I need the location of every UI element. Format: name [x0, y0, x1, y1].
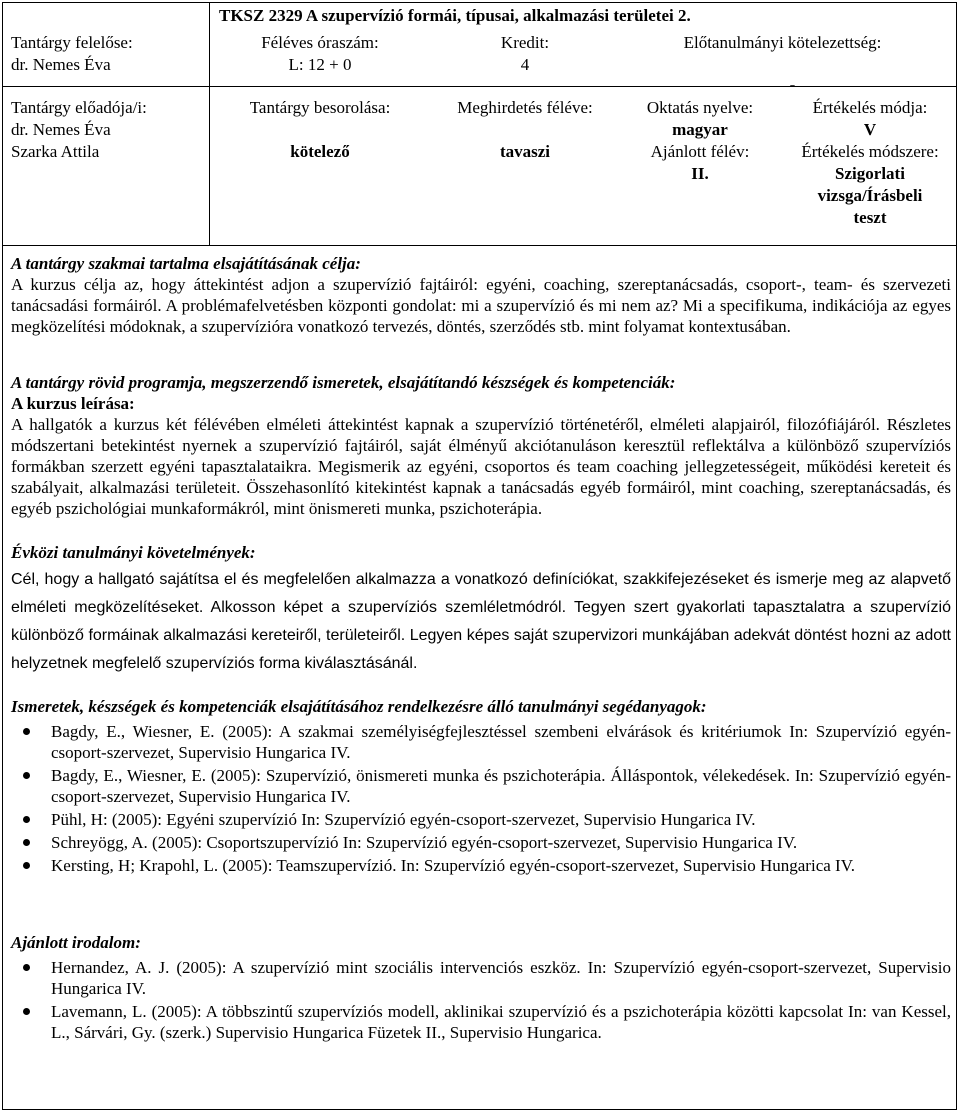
evaluation-value: V: [863, 120, 877, 139]
bullet-icon: [23, 862, 30, 869]
lecturer-name-1: dr. Nemes Éva: [11, 120, 111, 139]
language-value: magyar: [672, 120, 728, 139]
recommended-item: Hernandez, A. J. (2005): A szupervízió mint szociális intervenciós eszköz. In: Szupervízió egyén-csoport-szervezet, Supervisio Hungarica IV.: [11, 957, 951, 999]
materials-item: Bagdy, E., Wiesner, E. (2005): Szupervízió, önismereti munka és pszichoterápia. Álláspontok, vélekedések. In: Szupervízió egyén-csoport-szervezet, Supervisio Hungarica IV.: [11, 765, 951, 807]
credit-value: 4: [520, 55, 530, 74]
lecturer-label: Tantárgy előadója/i:: [11, 98, 147, 117]
materials-item: Schreyögg, A. (2005): Csoportszupervízió In: Szupervízió egyén-csoport-szervezet, Supervisio Hungarica IV.: [11, 832, 951, 853]
recommended-item: Lavemann, L. (2005): A többszintű szupervíziós modell, aklinikai szupervízió és a pszichoterápia közötti kapcsolat In: van Kessel, L., Sárvári, Gy. (szerk.) Supervisio Hungarica Füzetek II., Supervisio Hungarica.: [11, 1001, 951, 1043]
recommended-heading: Ajánlott irodalom:: [11, 933, 141, 952]
lecturer-name-2: Szarka Attila: [11, 142, 100, 161]
requirements-heading: Évközi tanulmányi követelmények:: [11, 543, 256, 562]
language-label: Oktatás nyelve:: [646, 98, 754, 117]
materials-section: [11, 696, 951, 878]
hours-value: L: 12 + 0: [288, 55, 352, 74]
evaluation-method-value-1: Szigorlati: [835, 164, 905, 183]
bullet-icon: [23, 728, 30, 735]
evaluation-method-value-3: teszt: [853, 208, 887, 227]
materials-heading: Ismeretek, készségek és kompetenciák elsajátításához rendelkezésre álló tanulmányi segédanyagok:: [11, 697, 707, 716]
recommended-semester-value: II.: [691, 164, 709, 183]
evaluation-method-label: Értékelés módszere:: [801, 142, 939, 161]
recommended-list: [11, 957, 951, 1043]
requirements-text: Cél, hogy a hallgató sajátítsa el és megfelelően alkalmazza a vonatkozó definíciókat, szakkifejezéseket és ismerje meg az alapvető elméleti megközelítéseket. Alkosson képet a szupervíziós szemléletmódról. Tegyen szert gyakorlati tapasztalatra a szupervízió különböző formáinak alkalmazási kereteiről, területeiről. Legyen képes saját szupervizori munkájában adekvát döntést hozni az adott helyzetnek megfelelő szupervíziós forma kiválasztásánál.: [11, 571, 951, 672]
evaluation-method-value-2: vizsga/Írásbeli: [817, 186, 923, 205]
header-bottom-divider: [2, 245, 957, 246]
responsible-label: Tantárgy felelőse:: [11, 33, 133, 52]
semester-label: Meghirdetés féléve:: [457, 98, 593, 117]
course-title: TKSZ 2329 A szupervízió formái, típusai, alkalmazási területei 2.: [219, 6, 691, 25]
materials-item: Bagdy, E., Wiesner, E. (2005): A szakmai személyiségfejlesztéssel szembeni elvárások és kritériumok In: Szupervízió egyén-csoport-szervezet, Supervisio Hungarica IV.: [11, 721, 951, 763]
responsible-name: dr. Nemes Éva: [11, 55, 111, 74]
prereq-label: Előtanulmányi kötelezettség:: [683, 33, 882, 52]
goal-heading: A tantárgy szakmai tartalma elsajátításának célja:: [11, 254, 361, 273]
hours-label: Féléves óraszám:: [261, 33, 379, 52]
program-heading: A tantárgy rövid programja, megszerzendő ismeretek, elsajátítandó készségek és kompetenciák:: [11, 373, 676, 392]
evaluation-label: Értékelés módja:: [812, 98, 928, 117]
bullet-icon: [23, 1008, 30, 1015]
recommended-section: [11, 932, 951, 1045]
program-subheading: A kurzus leírása:: [11, 394, 135, 413]
bullet-icon: [23, 816, 30, 823]
recommended-semester-label: Ajánlott félév:: [650, 142, 750, 161]
bullet-icon: [23, 839, 30, 846]
materials-item: Kersting, H; Krapohl, L. (2005): Teamszupervízió. In: Szupervízió egyén-csoport-szervezet, Supervisio Hungarica IV.: [11, 855, 951, 876]
classification-value: kötelező: [290, 142, 350, 161]
program-text: A hallgatók a kurzus két félévében elméleti áttekintést kapnak a szupervízió történetéről, elméleti alapjairól, filozófiájáról. Részletes módszertani betekintést nyernek a szupervízió fajtáiról, saját élményű akciótanuláson keresztül reflektálva a különböző szupervíziós formákban szerzett egyéni tapasztalataikra. Megismerik az egyéni, csoportos és team coaching jellegzetességeit, működési kereteit és szabályait, alkalmazási területeit. Összehasonlító kitekintést kapnak a tanácsadás egyéb formáiról, mint coaching, szereptanácsadás, és egyéb pszichológiai munkaformákról, mint önismereti munka, pszichoterápia.: [11, 415, 951, 518]
materials-list: [11, 721, 951, 876]
credit-label: Kredit:: [500, 33, 550, 52]
program-section: [11, 372, 951, 519]
requirements-section: [11, 542, 951, 678]
goal-section: [11, 253, 951, 337]
bullet-icon: [23, 964, 30, 971]
classification-label: Tantárgy besorolása:: [249, 98, 391, 117]
bullet-icon: [23, 772, 30, 779]
materials-item: Pühl, H: (2005): Egyéni szupervízió In: Szupervízió egyén-csoport-szervezet, Supervisio Hungarica IV.: [11, 809, 951, 830]
semester-value: tavaszi: [499, 142, 551, 161]
goal-text: A kurzus célja az, hogy áttekintést adjon a szupervízió fajtáiról: egyéni, coaching, szereptanácsadás, csoport-, team- és szervezeti tanácsadási formáiról. A problémafelvetésben központi gondolat: mi a szupervízió és mi nem az? Mi a specifikuma, indikációja az egyes megközelítési módoknak, a szupervízióra vonatkozó tervezés, döntés, szerződés stb. mint folyamat kontextusában.: [11, 275, 951, 336]
prereq-value: -: [789, 75, 796, 94]
